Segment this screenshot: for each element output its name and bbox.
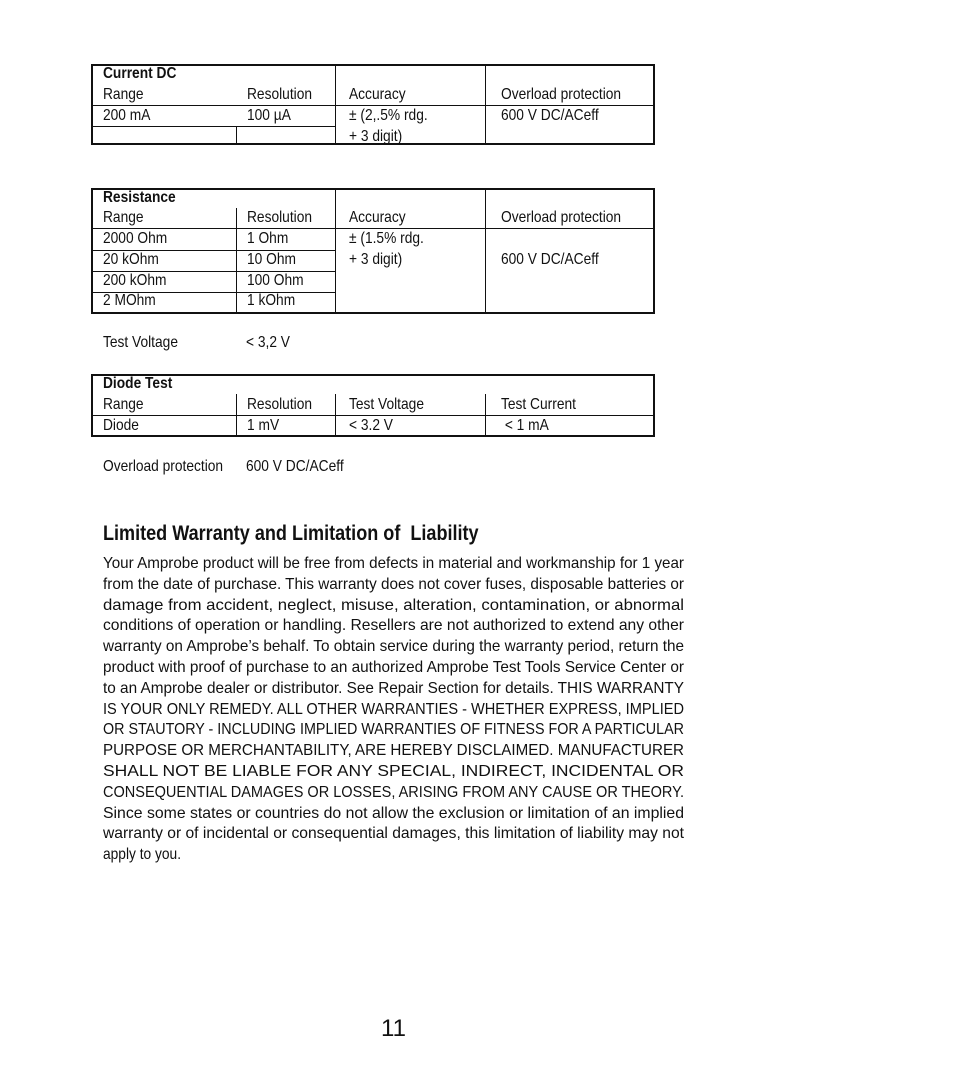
paragraph-line: Your Amprobe product will be free from defects in material and workmanship for 1 year — [103, 555, 684, 572]
header-range: Range — [103, 209, 144, 226]
resolution-cell: 10 Ohm — [247, 251, 296, 268]
paragraph-line: conditions of operation or handling. Resellers are not authorized to extend any other — [103, 617, 684, 635]
table-title: Current DC — [103, 65, 177, 82]
paragraph-line: IS YOUR ONLY REMEDY. ALL OTHER WARRANTIES - WHETHER EXPRESS, IMPLIED — [103, 700, 684, 718]
overload-cell: 600 V DC/ACeff — [501, 251, 599, 268]
header-resolution: Resolution — [247, 209, 313, 226]
accuracy-cell-line: ± (1.5% rdg. — [349, 230, 424, 247]
resolution-cell: 1 Ohm — [247, 230, 289, 247]
test-voltage-line — [103, 333, 190, 354]
test-voltage-value-line — [246, 333, 297, 354]
paragraph-line: OR STAUTORY - INCLUDING IMPLIED WARRANTIES OF FITNESS FOR A PARTICULAR — [103, 721, 684, 739]
resistance-table — [91, 188, 655, 314]
overload-cell: 600 V DC/ACeff — [501, 107, 599, 124]
column-divider — [236, 208, 237, 312]
paragraph-line: apply to you. — [103, 846, 182, 864]
resolution-cell: 1 mV — [247, 417, 280, 434]
column-divider — [335, 190, 336, 312]
header-overload-protection: Overload protection — [501, 86, 622, 103]
range-cell: 20 kOhm — [103, 251, 159, 268]
overload-protection-value: 600 V DC/ACeff — [246, 458, 344, 475]
paragraph-line: CONSEQUENTIAL DAMAGES OR LOSSES, ARISING FROM ANY CAUSE OR THEORY. — [103, 783, 684, 801]
range-cell: 2 MOhm — [103, 292, 156, 309]
range-cell: Diode — [103, 417, 139, 434]
resolution-cell: 100 Ohm — [247, 272, 304, 289]
overload-protection-label: Overload protection — [103, 458, 224, 475]
accuracy-cell-line: + 3 digit) — [349, 128, 403, 145]
resolution-cell: 1 kOhm — [247, 292, 296, 309]
header-test-voltage: Test Voltage — [349, 396, 424, 413]
page-number: 11 — [381, 1015, 406, 1042]
header-overload-protection: Overload protection — [501, 209, 622, 226]
header-resolution: Resolution — [247, 86, 313, 103]
header-test-current: Test Current — [501, 396, 576, 413]
header-accuracy: Accuracy — [349, 209, 406, 226]
test-current-cell: < 1 mA — [501, 417, 549, 434]
paragraph-line: warranty or of incidental or consequential damages, this limitation of liability may not — [103, 825, 684, 843]
diode-test-table — [91, 374, 655, 437]
test-voltage-label: Test Voltage — [103, 334, 178, 351]
test-voltage-cell: < 3.2 V — [349, 417, 393, 434]
warranty-paragraph — [103, 554, 684, 866]
accuracy-cell-line: ± (2,.5% rdg. — [349, 107, 428, 124]
current-dc-table — [91, 64, 655, 145]
paragraph-line: product with proof of purchase to an authorized Amprobe Test Tools Service Center or — [103, 658, 684, 676]
range-cell: 200 mA — [103, 107, 151, 124]
column-divider — [236, 126, 237, 143]
paragraph-line: Since some states or countries do not allow the exclusion or limitation of an implied — [103, 804, 684, 822]
range-cell: 200 kOhm — [103, 272, 167, 289]
paragraph-line: to an Amprobe dealer or distributor. See Repair Section for details. THIS WARRANTY — [103, 679, 684, 697]
resolution-cell: 100 µA — [247, 107, 291, 124]
paragraph-line: SHALL NOT BE LIABLE FOR ANY SPECIAL, INDIRECT, INCIDENTAL OR — [103, 762, 684, 780]
header-range: Range — [103, 396, 144, 413]
accuracy-cell-line: + 3 digit) — [349, 251, 403, 268]
table-title: Resistance — [103, 189, 176, 206]
header-resolution: Resolution — [247, 396, 313, 413]
overload-protection-value-line — [246, 457, 360, 478]
warranty-heading: Limited Warranty and Limitation of Liability — [103, 522, 479, 545]
paragraph-line: from the date of purchase. This warranty does not cover fuses, disposable batteries or — [103, 575, 684, 593]
overload-protection-line — [103, 457, 243, 478]
range-cell: 2000 Ohm — [103, 230, 168, 247]
test-voltage-value: < 3,2 V — [246, 334, 290, 351]
paragraph-line: warranty on Amprobe’s behalf. To obtain service during the warranty period, return the — [103, 638, 684, 656]
header-accuracy: Accuracy — [349, 86, 406, 103]
paragraph-line: damage from accident, neglect, misuse, alteration, contamination, or abnormal — [103, 596, 684, 614]
table-title: Diode Test — [103, 375, 173, 392]
paragraph-line: PURPOSE OR MERCHANTABILITY, ARE HEREBY DISCLAIMED. MANUFACTURER — [103, 742, 684, 760]
column-divider — [485, 190, 486, 312]
header-range: Range — [103, 86, 144, 103]
